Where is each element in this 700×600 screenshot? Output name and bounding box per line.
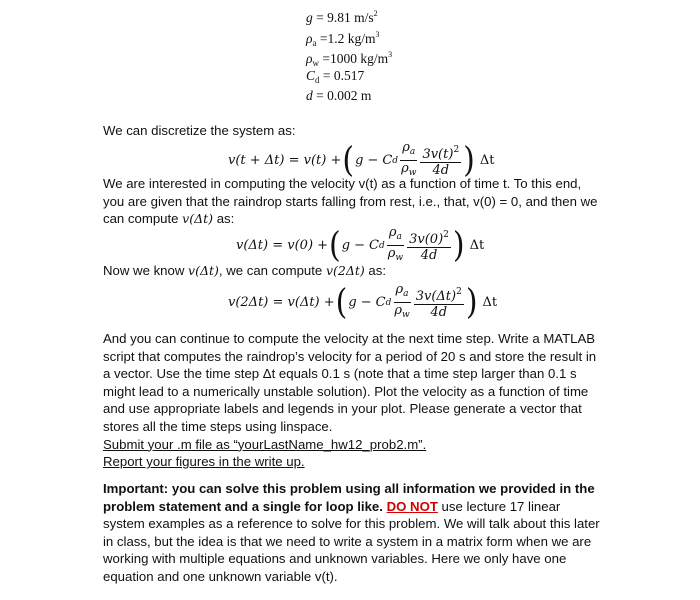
now-know-text: Now we know v(Δt), we can compute v(2Δt) as: <box>103 263 387 278</box>
submit-instruction: Submit your .m file as “yourLastName_hw12_prob2.m”. <box>103 436 427 452</box>
do-not-warning: DO NOT <box>386 498 438 514</box>
equation-first-step: v(Δt) = v(0) + ( g − C d $\frac{\rho_a}{\rho_w}$ $\frac{3v(0)^2}{4d}$ ) Δt <box>236 224 485 266</box>
equation-second-step: v(2Δt) = v(Δt) + ( g − C d $\frac{\rho_a}{\rho_w}$ $\frac{3v(\Delta t)^2}{4d}$ ) Δt <box>228 281 498 323</box>
const-d: d = 0.002 m <box>306 88 372 103</box>
intro-text: We can discretize the system as: <box>103 123 296 138</box>
equation-discretized: v(t + Δt) = v(t) + ( g − C d $\frac{\rho_a}{\rho_w}$ $\frac{3v(t)^2}{4d}$ ) Δt <box>228 139 495 181</box>
matlab-paragraph: And you can continue to compute the velocity at the next time step. Write a MATLAB script that computes the raindrop’s velocity for a period of 20 s and store the result in a vector. Use the time step Δt equals 0.1 s (note that a time step larger than 0.1 s might lead to a numerically unstable solution). Plot the velocity as a function of time and use appropriate labels and legends in your plot. Please generate a vector that stores all the time steps using linspace. Submit your .m file as “yourLastName_hw12_prob2.m”. Report your figures in the write up. <box>103 331 597 470</box>
const-rho-w: $\rho_w =1000$ $kg/m^3$ <box>306 50 393 68</box>
const-cd: $C_d = 0.517$ <box>306 67 365 85</box>
important-paragraph: Important: you can solve this problem using all information we provided in the problem statement and a single for loop like. DO NOT use lecture 17 linear system examples as a reference to solve for this problem. We will talk about this later in class, but the idea is that we need to write a system in a matrix form when we are working with multiple equations and unknown variables. Here we only have one equation and one unknown variable v(t). <box>103 481 600 584</box>
const-rho-a: $\rho_a =1.2$ $kg/m^3$ <box>306 29 380 48</box>
report-instruction: Report your figures in the write up. <box>103 454 305 470</box>
const-g: g = 9.81 $m/s^2$ <box>306 9 378 25</box>
interest-paragraph: We are interested in computing the velocity v(t) as a function of time t. To this end, you are given that the raindrop starts falling from rest, i.e., that, v(0) = 0, and then we can compute v(Δt) as: <box>103 176 598 227</box>
constants-block <box>306 4 392 107</box>
